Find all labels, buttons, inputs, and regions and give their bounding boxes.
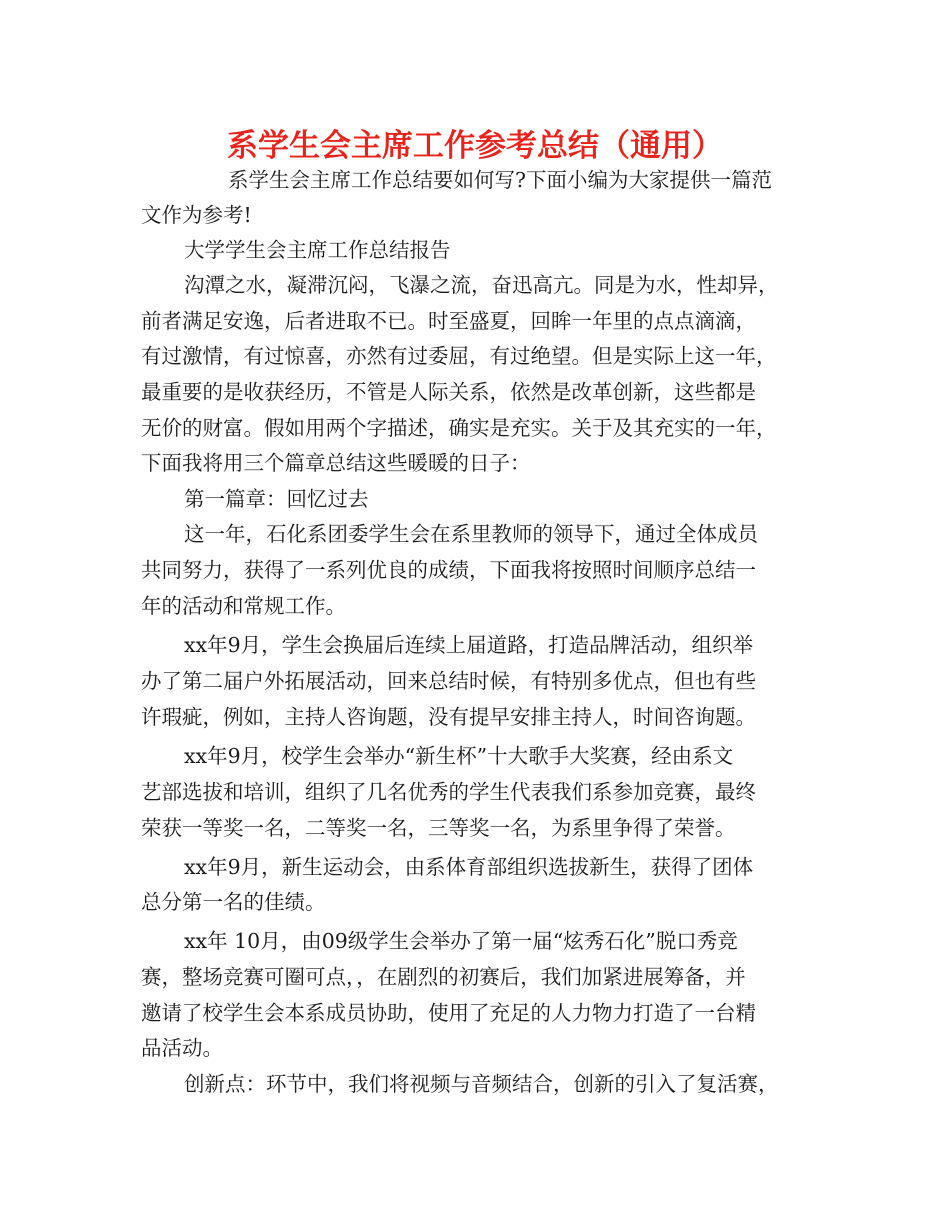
paragraph-line: xx年9月，校学生会举办“新生杯”十大歌手大奖赛，经由系文 [184,744,734,768]
document-title: 系学生会主席工作参考总结（通用） [227,128,723,164]
paragraph-line: 沟潭之水，凝滞沉闷，飞瀑之流，奋迅高亢。同是为水，性却异， [184,273,779,297]
paragraph-line: 品活动。 [141,1036,223,1060]
paragraph-line: 下面我将用三个篇章总结这些暖暖的日子： [141,451,531,475]
paragraph-line: 荣获一等奖一名，二等奖一名，三等奖一名，为系里争得了荣誉。 [141,816,736,840]
paragraph-line: 文作为参考! [141,203,252,227]
paragraph-line: 这一年，石化系团委学生会在系里教师的领导下，通过全体成员 [184,522,758,546]
paragraph-line: xx年9月，学生会换届后连续上届道路，打造品牌活动，组织举 [184,633,754,657]
paragraph-line: 系学生会主席工作总结要如何写?下面小编为大家提供一篇范 [228,168,772,192]
paragraph-line: 最重要的是收获经历，不管是人际关系，依然是改革创新，这些都是 [141,380,756,404]
paragraph-line: 共同努力，获得了一系列优良的成绩，下面我将按照时间顺序总结一 [141,558,756,582]
paragraph-line: 总分第一名的佳绩。 [141,890,326,914]
paragraph-line: 许瑕疵，例如，主持人咨询题，没有提早安排主持人，时间咨询题。 [141,705,756,729]
paragraph-line: 邀请了校学生会本系成员协助，使用了充足的人力物力打造了一台精 [141,1001,756,1025]
paragraph-line: 艺部选拔和培训，组织了几名优秀的学生代表我们系参加竞赛，最终 [141,780,756,804]
paragraph-line: 办了第二届户外拓展活动，回来总结时候，有特别多优点，但也有些 [141,669,756,693]
section-heading: 第一篇章：回忆过去 [184,487,369,511]
paragraph-line: 赛，整场竞赛可圈可点，，在剧烈的初赛后，我们加紧进展筹备，并 [141,965,746,989]
paragraph-line: 年的活动和常规工作。 [141,594,346,618]
paragraph-line: xx年 10月，由09级学生会举办了第一届“炫秀石化”脱口秀竞 [184,929,738,953]
paragraph-line: 大学学生会主席工作总结报告 [184,238,451,262]
paragraph-line: 前者满足安逸，后者进取不已。时至盛夏，回眸一年里的点点滴滴， [141,309,756,333]
paragraph-line: 有过激情，有过惊喜，亦然有过委屈，有过绝望。但是实际上这一年， [141,344,777,368]
paragraph-line: 创新点：环节中，我们将视频与音频结合，创新的引入了复活赛， [184,1072,779,1096]
paragraph-line: xx年9月，新生运动会，由系体育部组织选拔新生，获得了团体 [184,855,754,879]
paragraph-line: 无价的财富。假如用两个字描述，确实是充实。关于及其充实的一年， [141,416,777,440]
